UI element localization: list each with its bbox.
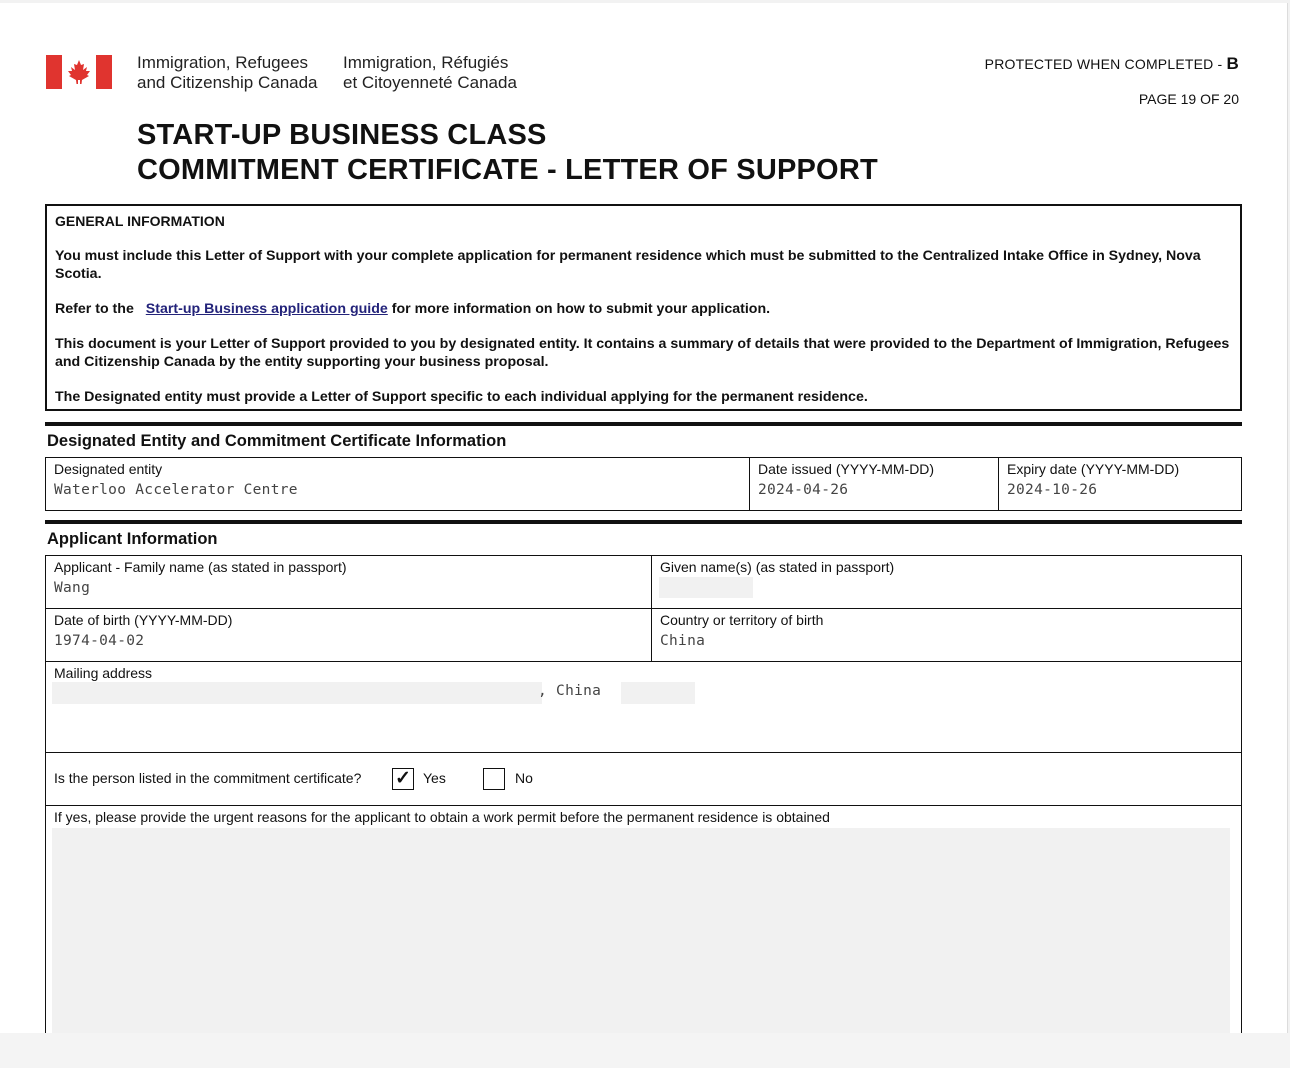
- urgent-reasons-textarea[interactable]: [52, 828, 1230, 1033]
- no-checkbox[interactable]: [483, 768, 505, 790]
- urgent-reasons-label: If yes, please provide the urgent reasons for the applicant to obtain a work permit before the permanent residence is obtained: [54, 809, 830, 825]
- applicant-fields: [45, 555, 1242, 1033]
- listed-question-row: [46, 753, 1241, 805]
- redacted-given-name: [659, 577, 753, 598]
- protected-classification: PROTECTED WHEN COMPLETED - B: [984, 54, 1239, 73]
- expiry-date-label: Expiry date (YYYY-MM-DD): [1007, 461, 1180, 477]
- general-information-box: [45, 204, 1242, 411]
- date-issued-label: Date issued (YYYY-MM-DD): [758, 461, 935, 477]
- mailing-address-visible-value: , China: [538, 683, 602, 699]
- expiry-date-value: 2024-10-26: [1007, 482, 1098, 498]
- date-issued-value: 2024-04-26: [758, 482, 849, 498]
- redacted-address: [52, 682, 542, 704]
- given-name-label: Given name(s) (as stated in passport): [660, 559, 895, 575]
- general-information-heading: GENERAL INFORMATION: [55, 213, 225, 229]
- viewer-background: [0, 1033, 1290, 1068]
- family-name-field[interactable]: [46, 556, 652, 608]
- family-name-value: Wang: [54, 580, 91, 596]
- department-name-french: Immigration, Réfugiés et Citoyenneté Canada: [343, 53, 517, 92]
- redacted-postal-code: [621, 682, 695, 704]
- general-info-para-1: You must include this Letter of Support with your complete application for permanent residence which must be submitted to the Centralized Intake Office in Sydney, Nova Scotia.: [55, 248, 1201, 282]
- listed-question-label: Is the person listed in the commitment certificate?: [54, 770, 362, 786]
- general-info-para-2: Refer to the Start-up Business application guide for more information on how to submit your application.: [55, 301, 771, 317]
- country-of-birth-label: Country or territory of birth: [660, 612, 824, 628]
- expiry-date-field[interactable]: [999, 458, 1241, 510]
- applicant-section-title: Applicant Information: [47, 530, 218, 548]
- designated-entity-value: Waterloo Accelerator Centre: [54, 482, 298, 498]
- application-guide-link[interactable]: Start-up Business application guide: [145, 301, 388, 317]
- general-info-para-3: This document is your Letter of Support provided to you by designated entity. It contains a summary of details that were provided to the Department of Immigration, Refugees and Citizenship Canada by the entity supporting your business proposal.: [55, 336, 1230, 370]
- page-number: PAGE 19 OF 20: [1138, 91, 1239, 107]
- date-of-birth-field[interactable]: [46, 609, 652, 661]
- canada-flag-icon: [46, 55, 112, 89]
- yes-label: Yes: [423, 770, 446, 786]
- designated-entity-field[interactable]: [46, 458, 750, 510]
- country-of-birth-value: China: [660, 633, 706, 649]
- form-page: [0, 3, 1288, 1033]
- entity-section-title: Designated Entity and Commitment Certificate Information: [47, 432, 507, 450]
- section-divider: [45, 422, 1242, 426]
- country-of-birth-field[interactable]: [652, 609, 1241, 661]
- date-issued-field[interactable]: [750, 458, 999, 510]
- section-divider: [45, 520, 1242, 524]
- general-info-para-4: The Designated entity must provide a Letter of Support specific to each individual applying for the permanent residence.: [55, 389, 868, 405]
- date-of-birth-value: 1974-04-02: [54, 633, 145, 649]
- mailing-address-label: Mailing address: [54, 665, 153, 681]
- department-name-english: Immigration, Refugees and Citizenship Canada: [137, 53, 318, 92]
- designated-entity-label: Designated entity: [54, 461, 163, 477]
- urgent-reasons-field: [46, 806, 1241, 1033]
- form-title: START-UP BUSINESS CLASS COMMITMENT CERTIFICATE - LETTER OF SUPPORT: [137, 119, 878, 186]
- date-of-birth-label: Date of birth (YYYY-MM-DD): [54, 612, 233, 628]
- mailing-address-field[interactable]: [46, 662, 1241, 752]
- given-name-field[interactable]: [652, 556, 1241, 608]
- family-name-label: Applicant - Family name (as stated in passport): [54, 559, 347, 575]
- no-label: No: [515, 770, 533, 786]
- yes-checkbox[interactable]: ✓: [392, 768, 414, 790]
- entity-fields: [45, 457, 1242, 511]
